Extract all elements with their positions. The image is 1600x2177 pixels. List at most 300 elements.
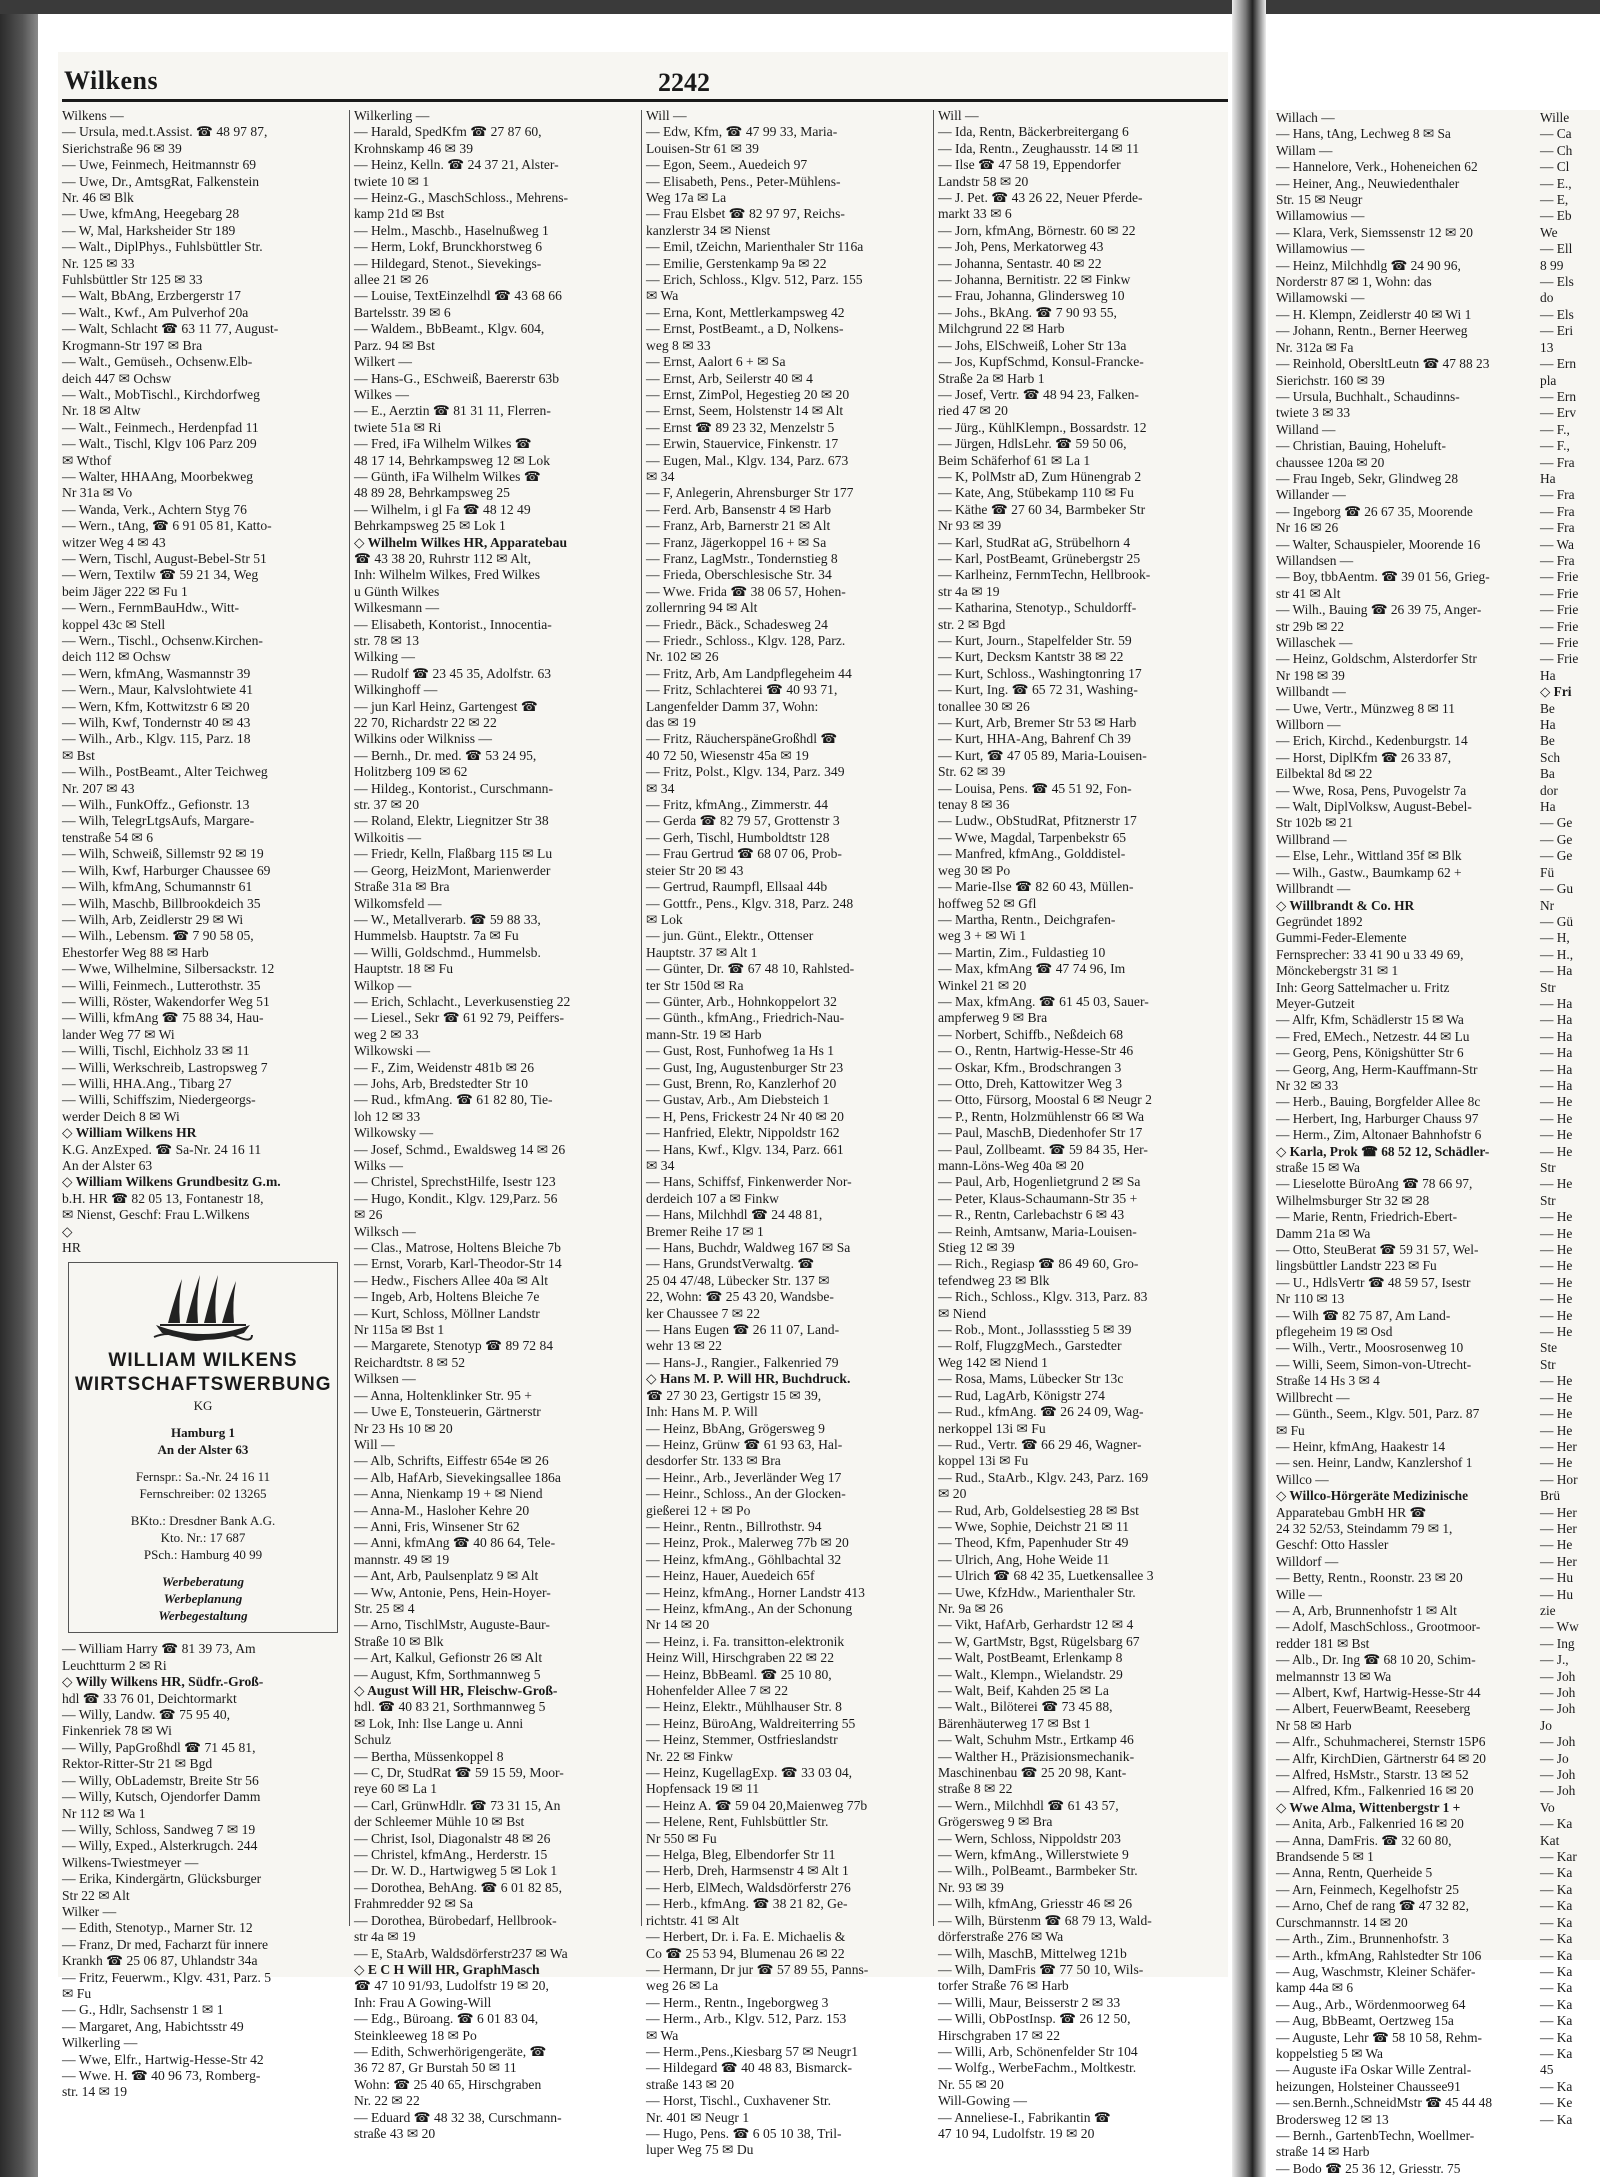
directory-entry: — Walt., MobTischl., Kirchdorfweg [62,386,260,402]
directory-entry: — Ke [1540,2095,1573,2111]
directory-entry: ◇ Karla, Prok ☎ 68 52 12, Schädler- [1276,1143,1490,1159]
directory-entry: — Ernst, Arb, Seilerstr 40 ✉ 4 [646,370,813,386]
directory-entry: luper Weg 75 ✉ Du [646,2142,754,2158]
directory-entry: Grögersweg 9 ✉ Bra [938,1814,1053,1830]
directory-entry: — Wilhelm, i gl Fa ☎ 48 12 49 [354,501,531,517]
directory-entry: tenstraße 54 ✉ 6 [62,829,154,845]
directory-entry: Nr 198 ✉ 39 [1276,667,1345,683]
directory-entry: — Frie [1540,635,1579,650]
directory-entry: — Erich, Schlacht., Leverkusenstieg 22 [354,993,571,1009]
directory-entry: Winkel 21 ✉ 20 [938,977,1027,993]
directory-entry: — Josef, Schmd., Ewaldsweg 14 ✉ 26 [354,1141,566,1157]
directory-entry: — Dr. W. D., Hartwigweg 5 ✉ Lok 1 [354,1863,558,1879]
directory-entry: — Christ, Isol, Diagonalstr 48 ✉ 26 [354,1830,551,1846]
directory-entry: — Ka [1540,1914,1573,1930]
directory-entry: ✉ Nienst, Geschf: Frau L.Wilkens [62,1207,250,1223]
directory-entry: — Ka [1540,1881,1573,1897]
directory-entry: — Waldem., BbBeamt., Klgv. 604, [354,321,545,337]
directory-entry: zollernring 94 ✉ Alt [646,600,758,616]
directory-entry: — Rolf, FlugzgMech., Garstedter [938,1338,1122,1354]
directory-entry: ker Chaussee 7 ✉ 22 [646,1305,761,1321]
directory-entry: weg 30 ✉ Po [938,862,1011,878]
directory-entry: — Bernh., GartenbTechn, Woellmer- [1276,2127,1475,2143]
directory-entry: — Erika, Kindergärtn, Glücksburger [62,1871,262,1887]
directory-entry: ried 47 ✉ 20 [938,403,1008,419]
directory-entry: Wilks — [354,1158,403,1173]
directory-entry: — U., HdlsVertr ☎ 48 59 57, Isestr [1276,1274,1471,1290]
directory-entry: — Emil, tZeichn, Marienthaler Str 116a [646,239,864,255]
directory-entry: — Frieda, Oberschlesische Str. 34 [646,567,832,583]
directory-entry: 47 10 94, Ludolfstr. 19 ✉ 20 [938,2125,1095,2141]
directory-entry: ◇ Willco-Hörgeräte Medizinische [1276,1488,1469,1504]
directory-entry: Nr 16 ✉ 26 [1276,520,1339,536]
directory-entry: hoffweg 52 ✉ Gfl [938,895,1037,911]
directory-entry: derdeich 107 a ✉ Finkw [646,1190,779,1206]
directory-entry: — Gust, Brenn, Ro, Kanzlerhof 20 [646,1075,837,1091]
directory-entry: Leuchtturm 2 ✉ Ri [62,1657,167,1673]
directory-entry: — Her [1540,1520,1577,1536]
directory-entry: — Willy, Landw. ☎ 75 95 40, [62,1707,231,1723]
directory-entry: str. 78 ✉ 13 [354,633,420,648]
ad-street: An der Alster 63 [157,1442,249,1458]
directory-entry: — Kurt, Schloss, Möllner Landstr [354,1305,540,1321]
directory-entry: — Alb., Dr. Ing ☎ 68 10 20, Schim- [1276,1652,1476,1668]
directory-entry: Louisen-Str 61 ✉ 39 [646,140,759,156]
directory-entry: — Alfred, Kfm., Falkenried 16 ✉ 20 [1276,1783,1474,1799]
directory-entry: — Wilh., PolBeamt., Barmbeker Str. [938,1863,1138,1879]
directory-entry: — Frie [1540,618,1579,634]
directory-entry: Damm 21a ✉ Wa [1276,1225,1371,1241]
directory-entry: Will — [646,108,687,123]
directory-entry: — Herb., kfmAng. ☎ 38 21 82, Ge- [646,1896,848,1912]
directory-entry: straße 15 ✉ Wa [1276,1160,1360,1175]
directory-entry: 8 99 [1540,257,1564,273]
directory-entry: Inh: Frau A Gowing-Will [354,1994,492,2010]
directory-entry: — Ge [1540,815,1573,831]
directory-entry: — Elisabeth, Pens., Peter-Mühlens- [646,173,841,189]
directory-entry: Meyer-Gutzeit [1276,995,1355,1011]
directory-entry: — Fra [1540,454,1575,470]
directory-entry: — Peter, Klaus-Schaumann-Str 35 + [938,1190,1138,1206]
directory-entry: — Arth., Zim., Brunnenhofstr. 3 [1276,1931,1449,1947]
directory-entry: — Hanfried, Elektr, Nippoldstr 162 [646,1125,840,1141]
directory-entry: — Martin, Zim., Fuldastieg 10 [938,944,1106,960]
directory-entry: — Ww [1540,1619,1579,1635]
directory-entry: — R., Rentn, Carlebachstr 6 ✉ 43 [938,1207,1125,1223]
directory-entry: — Louisa, Pens. ☎ 45 51 92, Fon- [938,780,1132,796]
directory-entry: Reichardtstr. 8 ✉ 52 [354,1354,466,1370]
directory-entry: — Uwe, Feinmech, Heitmannstr 69 [62,157,257,173]
directory-entry: — Theod, Kfm, Papenhuder Str 49 [938,1535,1129,1551]
directory-entry: — Fritz, RäucherspäneGroßhdl ☎ [646,731,838,747]
directory-entry: — Hildegard ☎ 40 48 83, Bismarck- [646,2060,853,2076]
directory-entry: Wilkes — [354,386,409,402]
directory-entry: — Her [1540,1553,1577,1569]
directory-column-1 [62,108,344,2100]
page-title: Wilkens [64,66,159,95]
ad-city: Hamburg 1 [171,1425,235,1441]
ad-service: Werbegestaltung [158,1608,248,1624]
directory-entry: desdorfer Str. 133 ✉ Bra [646,1453,781,1469]
directory-entry: Steinkleeweg 18 ✉ Po [354,2027,477,2043]
ad-phone: Fernspr.: Sa.-Nr. 24 16 11 [135,1469,271,1485]
directory-entry: Heinz Will, Hirschgraben 22 ✉ 22 [646,1650,835,1666]
directory-entry: tonallee 30 ✉ 26 [938,698,1030,714]
directory-entry: — Willy, Schloss, Sandweg 7 ✉ 19 [62,1821,256,1837]
directory-entry: Gummi-Feder-Elemente [1276,930,1407,946]
directory-entry: Nr. 22 ✉ 22 [354,2093,420,2109]
directory-entry: ampferweg 9 ✉ Bra [938,1010,1048,1026]
directory-entry: — Hans, GrundstVerwaltg. ☎ [646,1256,815,1272]
directory-entry: do [1540,290,1554,306]
directory-entry: — Liesel., Sekr ☎ 61 92 79, Peiffers- [354,1010,564,1026]
directory-entry: Krogmann-Str 197 ✉ Bra [62,337,203,353]
directory-entry: — Wern, kfmAng., Willerstwiete 9 [938,1847,1129,1863]
directory-entry: Willam — [1276,142,1333,158]
directory-entry: — Heinr., Arb., Jeverländer Weg 17 [646,1469,842,1485]
directory-entry: Ha [1540,470,1556,486]
directory-entry: kamp 21d ✉ Bst [354,206,445,222]
directory-entry: Co ☎ 25 53 94, Blumenau 26 ✉ 22 [646,1945,845,1961]
directory-entry: — Dorothea, BehAng. ☎ 6 01 82 85, [354,1879,562,1895]
directory-entry: — Eri [1540,323,1574,339]
directory-entry: — E., Aerztin ☎ 81 31 11, Flerren- [354,403,551,419]
directory-entry: — Wilh, DamFris ☎ 77 50 10, Wils- [938,1961,1144,1977]
directory-entry: — Wilh, MaschB, Mittelweg 121b [938,1945,1127,1961]
directory-entry: — Ferd. Arb, Bansenstr 4 ✉ Harb [646,501,832,517]
directory-entry: twiete 51a ✉ Ri [354,419,442,435]
directory-entry: — Willi, ObPostInsp. ☎ 26 12 50, [938,2011,1131,2027]
directory-entry: — Gottfr., Pens., Klgv. 318, Parz. 248 [646,895,854,911]
directory-entry: — Willi, Feinmech., Lutterothstr. 35 [62,977,261,993]
directory-entry: — Christian, Bauing, Hoheluft- [1276,438,1446,454]
directory-entry: — G., Hdlr, Sachsenstr 1 ✉ 1 [62,2002,224,2018]
directory-entry: — Heinz, Grünw ☎ 61 93 63, Hal- [646,1436,843,1452]
directory-entry: — Walt, Beif, Kahden 25 ✉ La [938,1683,1109,1698]
directory-entry: — Wa [1540,536,1575,552]
directory-entry: — Ge [1540,831,1573,847]
directory-entry: Apparatebau GmbH HR ☎ [1276,1504,1427,1520]
directory-entry: chaussee 120a ✉ 20 [1276,454,1385,470]
directory-entry: — Ka [1540,1996,1573,2012]
directory-entry: — Herm., Arb., Klgv. 512, Parz. 153 [646,2011,847,2027]
directory-entry: Nr 32 ✉ 33 [1276,1077,1339,1093]
directory-entry: wehr 13 ✉ 22 [646,1338,722,1354]
directory-entry: — Gustav, Arb., Am Diebsteich 1 [646,1092,830,1108]
directory-entry: — Heinz, kfmAng., An der Schonung [646,1600,853,1616]
directory-entry: — E., [1540,175,1572,191]
directory-entry: — Wwe. H. ☎ 40 96 73, Romberg- [62,2068,261,2083]
directory-entry: — Günth, iFa Wilhelm Wilkes ☎ [354,468,541,484]
directory-entry: ✉ 20 [938,1486,967,1502]
directory-entry: Finkenriek 78 ✉ Wi [62,1723,172,1739]
directory-entry: 24 32 52/53, Steindamm 79 ✉ 1, [1276,1520,1453,1536]
directory-entry: ✉ Lok, Inh: Ilse Lange u. Anni [354,1715,524,1731]
directory-entry: — Margaret, Ang, Habichtsstr 49 [62,2018,244,2034]
directory-entry: — Heinz, Prok., Malerweg 77b ✉ 20 [646,1535,849,1551]
directory-entry: — Walt., Gemüseh., Ochsenw.Elb- [62,354,253,370]
directory-entry: — Heinz, Hauer, Auedeich 65f [646,1568,815,1584]
directory-entry: — Rud., kfmAng. ☎ 26 24 09, Wag- [938,1404,1144,1420]
directory-entry: — He [1540,1389,1573,1405]
directory-entry: — Walt, Schuhm Mstr., Ertkamp 46 [938,1732,1134,1748]
directory-entry: — sen. Heinr, Landw, Kanzlershof 1 [1276,1455,1473,1471]
directory-entry: — F., Zim, Weidenstr 481b ✉ 26 [354,1059,535,1075]
directory-entry: — Frau Ingeb, Sekr, Glindweg 28 [1276,470,1459,486]
directory-entry: — Hu [1540,1586,1574,1602]
directory-entry: — Josef, Vertr. ☎ 48 94 23, Falken- [938,386,1139,402]
directory-entry: — Fritz, Schlachterei ☎ 40 93 71, [646,682,838,698]
directory-entry: — Anita, Arb., Falkenried 16 ✉ 20 [1276,1816,1464,1832]
next-page-partial [1268,110,1600,2176]
directory-entry: — Heinz-G., MaschSchloss., Mehrens- [354,190,569,206]
directory-entry: — Erv [1540,405,1577,421]
directory-entry: — Frau, Johanna, Glindersweg 10 [938,288,1125,304]
directory-entry: — Ha [1540,1012,1573,1028]
directory-entry: pla [1540,372,1557,388]
directory-entry: hdl ☎ 33 76 01, Deichtormarkt [62,1690,237,1706]
directory-entry: Bärenhäuterweg 17 ✉ Bst 1 [938,1715,1091,1731]
directory-entry: Fernsprecher: 33 41 90 u 33 49 69, [1276,946,1464,962]
directory-entry: Wilkowski — [354,1043,431,1059]
directory-entry: — Rud., StaArb., Klgv. 243, Parz. 169 [938,1469,1149,1485]
directory-entry: — Aug., Arb., Wördenmoorweg 64 [1276,1996,1466,2012]
directory-entry: — Ernst ☎ 89 23 32, Menzelstr 5 [646,419,835,435]
directory-entry: — Ulrich, Ang, Hohe Weide 11 [938,1551,1110,1567]
directory-entry: — William Harry ☎ 81 39 73, Am [62,1641,256,1657]
directory-entry: — W., Metallverarb. ☎ 59 88 33, [354,911,541,927]
directory-entry: — Herm.,Pens.,Kiesbarg 57 ✉ Neugr1 [646,2043,858,2059]
directory-entry: — Bernh., Dr. med. ☎ 53 24 95, [354,747,537,763]
directory-entry: Sierichstr. 160 ✉ 39 [1276,372,1385,388]
directory-entry: Str [1540,1160,1556,1175]
directory-entry: — H. Klempn, Zeidlerstr 40 ✉ Wi 1 [1276,306,1472,322]
directory-entry: — Johs., BkAng. ☎ 7 90 93 55, [938,304,1117,320]
directory-entry: — Walther H., Präzisionsmechanik- [938,1748,1135,1764]
directory-entry: Ha [1540,667,1556,683]
directory-entry: Str [1540,1192,1556,1208]
directory-entry: Vo [1540,1799,1555,1815]
directory-entry: — Joh [1540,1685,1576,1700]
directory-entry: — Erich, Kirchd., Kedenburgstr. 14 [1276,733,1468,749]
directory-entry: — Joh [1540,1734,1576,1750]
directory-entry: — Willi, Maur, Beisserstr 2 ✉ 33 [938,1994,1121,2010]
directory-entry: ✉ Fu [62,1985,92,2001]
directory-entry: — He [1540,1373,1573,1389]
directory-entry: — Joh [1540,1783,1576,1799]
directory-entry: — Ernst, Aalort 6 + ✉ Sa [646,354,786,370]
directory-entry: Weg 142 ✉ Niend 1 [938,1354,1048,1370]
directory-entry: Krankh ☎ 25 06 87, Uhlandstr 34a [62,1953,258,1969]
directory-entry: — Ka [1540,2078,1573,2094]
directory-entry: — Oskar, Kfm., Brodschrangen 3 [938,1059,1122,1075]
directory-entry: zie [1540,1602,1556,1618]
directory-entry: 22, Wohn: ☎ 25 43 20, Wandsbe- [646,1289,834,1305]
directory-entry: — Wilh, Bürstenm ☎ 68 79 13, Wald- [938,1912,1152,1928]
directory-entry: — Heinz, BbAng, Grögersweg 9 [646,1420,825,1436]
directory-entry: weg 3 + ✉ Wi 1 [938,928,1027,944]
directory-entry: — He [1540,1307,1573,1323]
directory-entry: 40 72 50, Wiesenstr 45a ✉ 19 [646,747,809,763]
directory-entry: Wilkens-Twiestmeyer — [62,1854,199,1870]
directory-entry: — Joh [1540,1668,1576,1684]
book-gutter [1232,0,1266,2177]
directory-entry: Straße 31a ✉ Bra [354,879,450,895]
directory-entry: Willbrecht — [1276,1389,1350,1405]
directory-entry: — He [1540,1291,1573,1307]
directory-entry: str. 14 ✉ 19 [62,2084,128,2100]
directory-entry: — Ida, Rentn, Bäckerbreitergang 6 [938,124,1129,140]
directory-entry: ✉ Wa [646,2027,679,2043]
directory-entry: — Herb., Bauing, Borgfelder Allee 8c [1276,1094,1481,1110]
directory-entry: heizungen, Holsteiner Chaussee91 [1276,2078,1461,2094]
directory-entry: — Hans-G., ESchweiß, Baererstr 63b [354,370,559,386]
directory-entry: — Lieselotte BüroAng ☎ 78 66 97, [1276,1176,1473,1192]
directory-entry: — Alfr, KirchDien, Gärtnerstr 64 ✉ 20 [1276,1750,1487,1766]
directory-entry: pflegeheim 19 ✉ Osd [1276,1324,1393,1340]
directory-entry: — Hans, Buchdr, Waldweg 167 ✉ Sa [646,1240,851,1256]
directory-entry: — Ka [1540,2111,1573,2127]
directory-entry: — Roland, Elektr, Liegnitzer Str 38 [354,813,549,829]
directory-entry: — Helene, Rent, Fuhlsbüttler Str. [646,1814,829,1830]
directory-entry: redder 181 ✉ Bst [1276,1635,1370,1651]
directory-entry: — Heinz, Goldschm, Alsterdorfer Str [1276,651,1477,667]
page-number: 2242 [658,68,710,97]
directory-entry: — Paul, Zollbeamt. ☎ 59 84 35, Her- [938,1141,1148,1157]
directory-entry: — Hor [1540,1471,1578,1487]
directory-entry: — Friedr, Kelln, Flaßbarg 115 ✉ Lu [354,846,553,862]
directory-entry: — Heinz, Elektr., Mühlhauser Str. 8 [646,1699,842,1715]
directory-entry: ◇ Hans M. P. Will HR, Buchdruck. [646,1371,851,1387]
directory-entry: — Willi, kfmAng ☎ 75 88 34, Hau- [62,1010,264,1026]
directory-entry: Mönckebergstr 31 ✉ 1 [1276,963,1399,979]
directory-entry: — Gertrud, Raumpfl, Ellsaal 44b [646,879,828,895]
directory-entry: Hauptstr. 18 ✉ Fu [354,961,453,977]
directory-entry: Willbrandt — [1276,881,1351,897]
directory-entry: — Kurt, Ing. ☎ 65 72 31, Washing- [938,682,1138,698]
directory-entry: — Ern [1540,356,1577,372]
directory-entry: — sen.Bernh.,SchneidMstr ☎ 45 44 48 [1276,2095,1493,2111]
directory-entry: Hopfensack 19 ✉ 11 [646,1781,760,1797]
directory-entry: — Arn, Feinmech, Kegelhofstr 25 [1276,1881,1459,1897]
directory-entry: Sch [1540,749,1561,765]
directory-entry: — F, Anlegerin, Ahrensburger Str 177 [646,485,854,501]
next-page-column-cut [1540,110,1600,2127]
directory-entry: — Wilh ☎ 82 75 87, Am Land- [1276,1307,1451,1323]
directory-entry: — Wilh, Kwf, Harburger Chaussee 69 [62,862,271,878]
directory-entry: Inh: Wilhelm Wilkes, Fred Wilkes [354,567,541,583]
directory-entry: Willamowius — [1276,208,1365,224]
directory-entry: — Walt, Schlacht ☎ 63 11 77, August- [62,321,279,337]
directory-entry: — Wern., FernmBauHdw., Witt- [62,600,240,616]
directory-entry: Schulz [354,1732,391,1748]
directory-entry: — Wilh., Vertr., Moosrosenweg 10 [1276,1340,1464,1356]
directory-entry: Wilkowsky — [354,1125,434,1141]
directory-entry: — Anna-M., Hasloher Kehre 20 [354,1502,530,1518]
directory-entry: — Emilie, Gerstenkamp 9a ✉ 22 [646,255,827,271]
directory-column-2 [354,108,636,2141]
column-1-entries-continued [62,1641,344,2100]
page-header [58,66,1228,100]
directory-entry: str 4a ✉ 19 [938,583,1000,599]
directory-entry: — Ingeb, Arb, Holtens Bleiche 7e [354,1289,540,1305]
directory-entry: — Dorothea, Bürobedarf, Hellbrook- [354,1912,557,1928]
directory-entry: ☎ 27 30 23, Gertigstr 15 ✉ 39, [646,1387,822,1403]
directory-entry: An der Alster 63 [62,1158,153,1173]
directory-entry: — Uwe, kfmAng, Heegebarg 28 [62,206,240,222]
directory-entry: — Gust, Rost, Funhofweg 1a Hs 1 [646,1043,835,1059]
directory-entry: Wilksch — [354,1223,416,1239]
directory-entry: — Wilh., Gastw., Baumkamp 62 + [1276,864,1462,880]
column-divider [933,110,934,1926]
directory-entry: tenay 8 ✉ 36 [938,797,1010,813]
directory-entry: Wilkinghoff — [354,682,438,698]
directory-entry: Eilbektal 8d ✉ 22 [1276,766,1373,782]
directory-entry: — Paul, Arb, Hogenlietgrund 2 ✉ Sa [938,1174,1141,1190]
directory-entry: Willamowius — [1276,241,1365,257]
directory-entry: Wilkoitis — [354,829,422,845]
directory-entry: — Hildegard, Stenot., Sievekings- [354,255,542,271]
directory-entry: richtstr. 41 ✉ Alt [646,1912,739,1928]
directory-entry: — Louise, TextEinzelhdl ☎ 43 68 66 [354,288,562,304]
directory-entry: — Ka [1540,1898,1573,1914]
directory-entry: Willandsen — [1276,552,1354,568]
directory-entry: — Frau Elsbet ☎ 82 97 97, Reichs- [646,206,845,222]
directory-entry: Nr 110 ✉ 13 [1276,1291,1345,1307]
directory-entry: — Jürg., KühlKlempn., Bossardstr. 12 [938,419,1147,435]
directory-entry: — Alfred, HsMstr., Starstr. 13 ✉ 52 [1276,1767,1469,1783]
directory-entry: — Gu [1540,881,1574,897]
directory-entry: Willaschek — [1276,635,1353,650]
directory-entry: — Walter, Schauspieler, Moorende 16 [1276,536,1481,552]
directory-entry: — Franz, Arb, Barnerstr 21 ✉ Alt [646,518,831,534]
directory-entry: — Ernst, Vorarb, Karl-Theodor-Str 14 [354,1256,562,1272]
directory-entry: — Georg, Pens, Königshütter Str 6 [1276,1045,1464,1061]
directory-entry: — Els [1540,274,1574,290]
directory-entry: — Wilh, kfmAng, Griesstr 46 ✉ 26 [938,1896,1133,1912]
directory-entry: mann-Str. 19 ✉ Harb [646,1026,762,1042]
directory-entry: — Heinz, BbBeaml. ☎ 25 10 80, [646,1666,832,1682]
ship-logo-icon [148,1273,258,1343]
directory-entry: Krohnskamp 46 ✉ 39 [354,140,473,156]
directory-entry: — Otto, SteuBerat ☎ 59 31 57, Wel- [1276,1242,1479,1258]
directory-entry: — Auguste iFa Oskar Wille Zentral- [1276,2062,1472,2078]
directory-entry: Langenfelder Damm 37, Wohn: [646,698,819,714]
directory-entry: u Günth Wilkes [354,583,440,599]
directory-entry: — Martha, Rentn., Deichgrafen- [938,911,1116,927]
directory-entry: — He [1540,1127,1573,1143]
directory-entry: str 29b ✉ 22 [1276,618,1345,634]
directory-entry: Will — [938,108,979,123]
directory-entry: ◇ August Will HR, Fleischw-Groß- [354,1683,558,1698]
directory-entry: ◇ William Wilkens Grundbesitz G.m. [62,1174,281,1190]
directory-entry: — Ha [1540,1077,1573,1093]
directory-entry: We [1540,224,1558,240]
directory-entry: — J., [1540,1652,1569,1668]
ad-brand-subtitle: WIRTSCHAFTSWERBUNG [75,1374,332,1396]
directory-entry: mann-Löns-Weg 40a ✉ 20 [938,1158,1084,1173]
directory-entry: Wohn: ☎ 25 40 65, Hirschgraben [354,2076,542,2092]
directory-entry: — Wilh, Schweiß, Sillemstr 92 ✉ 19 [62,846,264,862]
directory-entry: — He [1540,1406,1573,1422]
directory-entry: — Fra [1540,520,1575,536]
directory-entry: — Ca [1540,126,1572,142]
directory-entry: Nr 31a ✉ Vo [62,485,133,501]
directory-entry: — Kurt, Journ., Stapelfelder Str. 59 [938,633,1132,648]
directory-entry: — Rosa, Mams, Lübecker Str 13c [938,1371,1124,1387]
directory-entry: — Albert, FeuerwBeamt, Reeseberg [1276,1701,1471,1717]
directory-entry: Willdorf — [1276,1553,1339,1569]
